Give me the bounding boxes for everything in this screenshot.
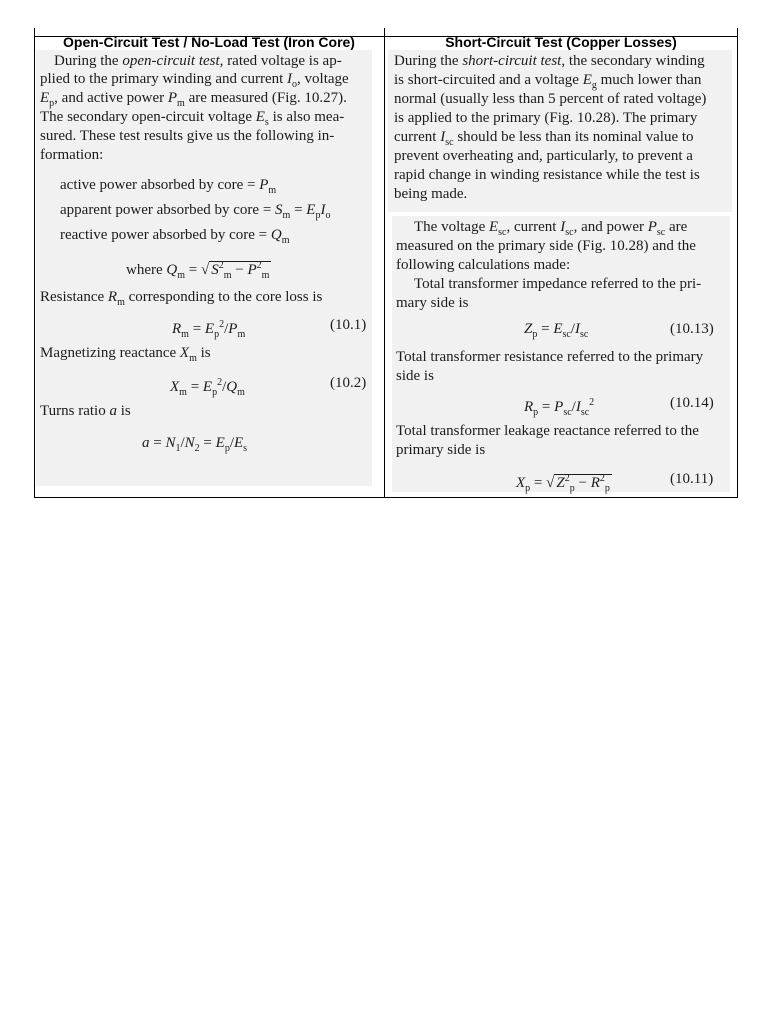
column-divider [384, 36, 385, 498]
equation-zp: $Z_p = E_{sc}/I_{sc}$ [524, 321, 589, 340]
sc-line-6: prevent overheating and, particularly, to prevent a [394, 148, 693, 164]
magnetizing-text: Magnetizing reactance $X_m$ is [40, 345, 211, 364]
equation-rm: $R_m = E_p^2/P_m$ [172, 319, 246, 340]
table-tick-middle [384, 28, 385, 38]
sc-line-2: is short-circuited and a voltage $E_g$ much lower than [394, 72, 702, 91]
equation-number-10-11: (10.11) [670, 471, 714, 487]
sc-line-3: normal (usually less than 5 percent of rated voltage) [394, 91, 707, 107]
equation-number-10-2: (10.2) [330, 375, 367, 391]
resistance-line-2: side is [396, 368, 434, 384]
resistance-line-1: Total transformer resistance referred to the primary [396, 349, 704, 365]
intro-line-3: $E_p$, and active power $P_m$ are measured (Fig. 10.27). [40, 90, 347, 109]
equation-turns-ratio: $a = N_1/N_2 = E_p/E_s$ [142, 435, 248, 454]
turns-ratio-text: Turns ratio a is [40, 403, 131, 419]
equation-number-10-1: (10.1) [330, 317, 367, 333]
sc-line-4: is applied to the primary (Fig. 10.28). The primary [394, 110, 698, 126]
resistance-text: Resistance $R_m$ corresponding to the core loss is [40, 289, 323, 308]
formula-where-q: where $Q_m$ = √ $S^2_m - P^2_m$ [126, 260, 270, 281]
calc-line-3: following calculations made: [396, 257, 571, 273]
impedance-line-2: mary side is [396, 295, 469, 311]
sc-line-8: being made. [394, 186, 468, 202]
sc-line-1: During the short-circuit test, the secondary winding [394, 53, 705, 69]
leakage-line-1: Total transformer leakage reactance referred to the [396, 423, 699, 439]
short-circuit-calc-panel [392, 216, 730, 492]
formula-active-power: active power absorbed by core = $P_m$ [60, 177, 277, 196]
right-column-title: Short-Circuit Test (Copper Losses) [445, 34, 677, 50]
intro-line-2: plied to the primary winding and current $I_o$, voltage [40, 71, 349, 90]
equation-number-10-14: (10.14) [670, 395, 714, 411]
left-column-title: Open-Circuit Test / No-Load Test (Iron Core) [63, 34, 355, 50]
formula-reactive-power: reactive power absorbed by core = $Q_m$ [60, 227, 290, 246]
open-circuit-test-panel [36, 50, 372, 486]
equation-xm: $X_m = E_p^2/Q_m$ [170, 377, 245, 398]
short-circuit-intro-panel [388, 50, 732, 212]
table-tick-left [34, 28, 35, 38]
calc-line-2: measured on the primary side (Fig. 10.28) and the [396, 238, 696, 254]
intro-line-4: The secondary open-circuit voltage $E_s$ is also mea- [40, 109, 345, 128]
sc-line-7: rapid change in winding resistance while the test is [394, 167, 700, 183]
leakage-line-2: primary side is [396, 442, 486, 458]
equation-rp: $R_p = P_{sc}/I_{sc}^2$ [524, 397, 595, 418]
sc-line-5: current $I_{sc}$ should be less than its nominal value to [394, 129, 694, 148]
table-tick-right [737, 28, 738, 38]
equation-number-10-13: (10.13) [670, 321, 714, 337]
calc-line-1: The voltage $E_{sc}$, current $I_{sc}$, and power $P_{sc}$ are [414, 219, 688, 238]
intro-line-6: formation: [40, 147, 104, 163]
formula-apparent-power: apparent power absorbed by core = $S_m = E_pI_o$ [60, 202, 331, 221]
equation-xp: $X_p$ = √ $Z^2_p - R^2_p$ [516, 473, 610, 494]
intro-line-5: sured. These test results give us the following in- [40, 128, 335, 144]
impedance-line-1: Total transformer impedance referred to the pri- [414, 276, 702, 292]
intro-line-1: During the open-circuit test, rated voltage is ap- [54, 53, 342, 69]
